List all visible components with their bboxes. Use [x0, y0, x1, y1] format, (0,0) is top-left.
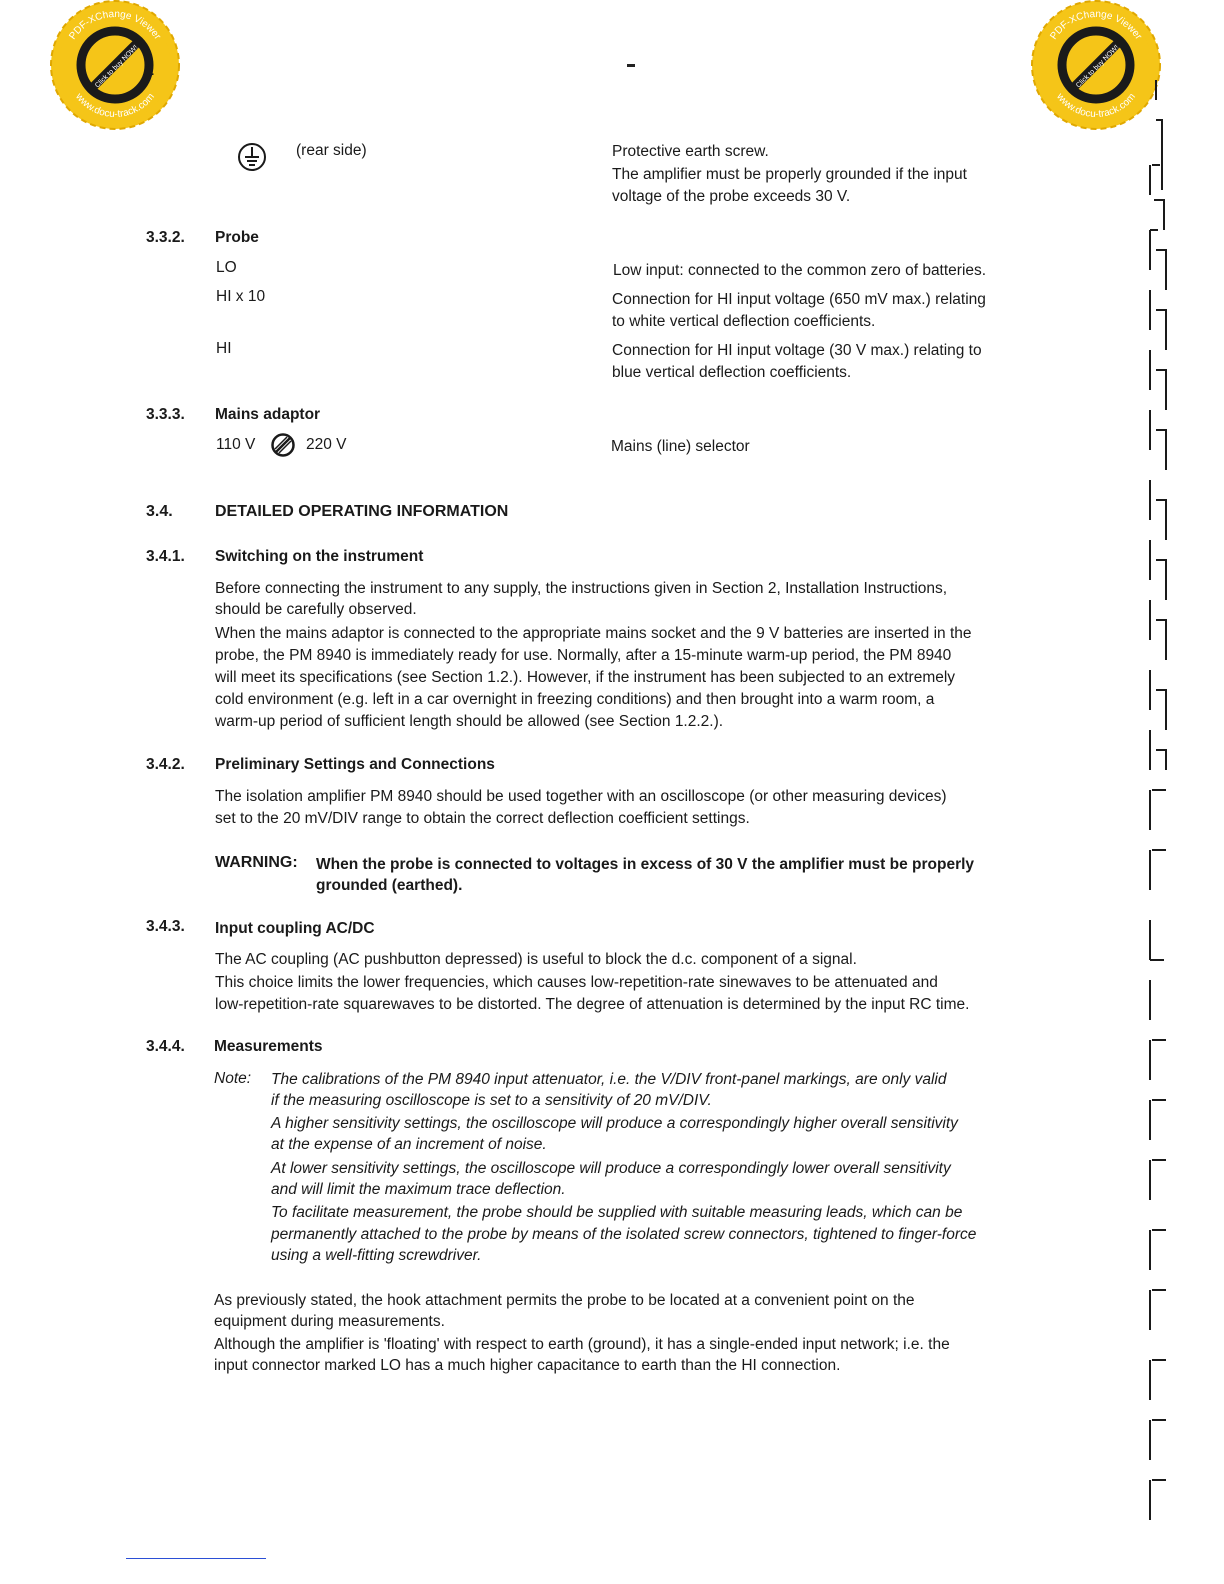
s341-line: When the mains adaptor is connected to the appropriate mains socket and the 9 V batteries are inserted in the [215, 625, 972, 642]
probe-hix10-desc-2: to white vertical deflection coefficients. [612, 313, 876, 330]
footer-rule [126, 1558, 266, 1559]
s341-line: cold environment (e.g. left in a car overnight in freezing conditions) and then brought into a warm room, a [215, 691, 935, 708]
s341-line: probe, the PM 8940 is immediately ready for use. Normally, after a 15-minute warm-up period, the PM 8940 [215, 647, 952, 664]
binding-edge-artifacts [1140, 80, 1180, 1540]
s344-number: 3.4.4. [146, 1038, 185, 1055]
s344-para-line: As previously stated, the hook attachment permits the probe to be located at a convenient point on the [214, 1292, 915, 1309]
probe-title: Probe [215, 229, 259, 246]
s343-title: Input coupling AC/DC [215, 920, 375, 937]
badge-bottom-text: www.docu-track.com [1054, 91, 1138, 121]
mains-title: Mains adaptor [215, 406, 321, 423]
mains-desc: Mains (line) selector [611, 438, 750, 455]
s344-title: Measurements [214, 1038, 323, 1055]
probe-number: 3.3.2. [146, 229, 185, 246]
page-number-fragment: 1 [145, 62, 154, 79]
note-line: at the expense of an increment of noise. [271, 1136, 547, 1153]
s341-line: warm-up period of sufficient length should be allowed (see Section 1.2.2.). [215, 713, 724, 730]
note-line: using a well-fitting screwdriver. [271, 1247, 482, 1264]
badge-inner-text: Click to buy NOW! [1075, 44, 1121, 90]
s341-line: will meet its specifications (see Section 1.2.). However, if the instrument has been subjected to an extremely [215, 669, 956, 686]
badge-bottom-text: www.docu-track.com [73, 91, 157, 121]
protective-earth-icon [236, 141, 268, 173]
badge-inner-text: Click to buy NOW! [94, 44, 140, 90]
mains-number: 3.3.3. [146, 406, 185, 423]
s342-line: set to the 20 mV/DIV range to obtain the correct deflection coefficient settings. [215, 810, 750, 827]
s341-title: Switching on the instrument [215, 548, 424, 565]
note-label: Note: [214, 1070, 252, 1087]
s343-number: 3.4.3. [146, 918, 185, 935]
earth-desc-3: voltage of the probe exceeds 30 V. [612, 188, 851, 205]
scan-speck [627, 64, 635, 67]
warning-label: WARNING: [215, 854, 298, 871]
s344-para-line: Although the amplifier is 'floating' with respect to earth (ground), it has a single-ended input network; i.e. the [214, 1336, 950, 1353]
s342-title: Preliminary Settings and Connections [215, 756, 495, 773]
s344-para-line: input connector marked LO has a much higher capacitance to earth than the HI connection. [214, 1357, 841, 1374]
note-line: A higher sensitivity settings, the oscilloscope will produce a correspondingly higher overall sensitivity [271, 1115, 958, 1132]
s343-line: This choice limits the lower frequencies, which causes low-repetition-rate sinewaves to be attenuated and [215, 974, 938, 991]
probe-hix10-label: HI x 10 [216, 288, 266, 305]
badge-top-text: PDF-XChange Viewer [1048, 8, 1144, 42]
probe-lo-desc: Low input: connected to the common zero of batteries. [613, 262, 987, 279]
badge-top-text: PDF-XChange Viewer [67, 8, 163, 42]
probe-hix10-desc-1: Connection for HI input voltage (650 mV max.) relating [612, 291, 986, 308]
s341-line: Before connecting the instrument to any supply, the instructions given in Section 2, Installation Instructions, [215, 580, 948, 597]
note-line: if the measuring oscilloscope is set to a sensitivity of 20 mV/DIV. [271, 1092, 712, 1109]
mains-left-value: 110 V [216, 436, 256, 453]
earth-label: (rear side) [296, 142, 367, 159]
s342-number: 3.4.2. [146, 756, 185, 773]
mains-right-value: 220 V [306, 436, 347, 453]
probe-hi-desc-1: Connection for HI input voltage (30 V max.) relating to [612, 342, 982, 359]
section-34-title: DETAILED OPERATING INFORMATION [215, 503, 509, 520]
s342-line: The isolation amplifier PM 8940 should be used together with an oscilloscope (or other measuring devices) [215, 788, 947, 805]
s341-number: 3.4.1. [146, 548, 185, 565]
warning-line-2: grounded (earthed). [316, 877, 463, 894]
s343-line: The AC coupling (AC pushbutton depressed) is useful to block the d.c. component of a signal. [215, 951, 857, 968]
earth-desc-2: The amplifier must be properly grounded if the input [612, 166, 967, 183]
note-line: and will limit the maximum trace deflection. [271, 1181, 566, 1198]
pdf-xchange-badge-left[interactable] [45, 0, 185, 135]
note-line: The calibrations of the PM 8940 input attenuator, i.e. the V/DIV front-panel markings, are only valid [271, 1071, 947, 1088]
probe-hi-desc-2: blue vertical deflection coefficients. [612, 364, 852, 381]
section-34-number: 3.4. [146, 503, 173, 520]
s341-line: should be carefully observed. [215, 601, 417, 618]
earth-desc-1: Protective earth screw. [612, 143, 769, 160]
s344-para-line: equipment during measurements. [214, 1313, 445, 1330]
note-line: permanently attached to the probe by means of the isolated screw connectors, tightened to finger-force [271, 1226, 977, 1243]
note-line: At lower sensitivity settings, the oscilloscope will produce a correspondingly lower overall sensitivity [271, 1160, 951, 1177]
mains-selector-icon [270, 432, 296, 458]
s343-line: low-repetition-rate squarewaves to be distorted. The degree of attenuation is determined by the input RC time. [215, 996, 970, 1013]
note-line: To facilitate measurement, the probe should be supplied with suitable measuring leads, which can be [271, 1204, 963, 1221]
probe-hi-label: HI [216, 340, 232, 357]
warning-line-1: When the probe is connected to voltages in excess of 30 V the amplifier must be properly [316, 856, 975, 873]
probe-lo-label: LO [216, 259, 237, 276]
